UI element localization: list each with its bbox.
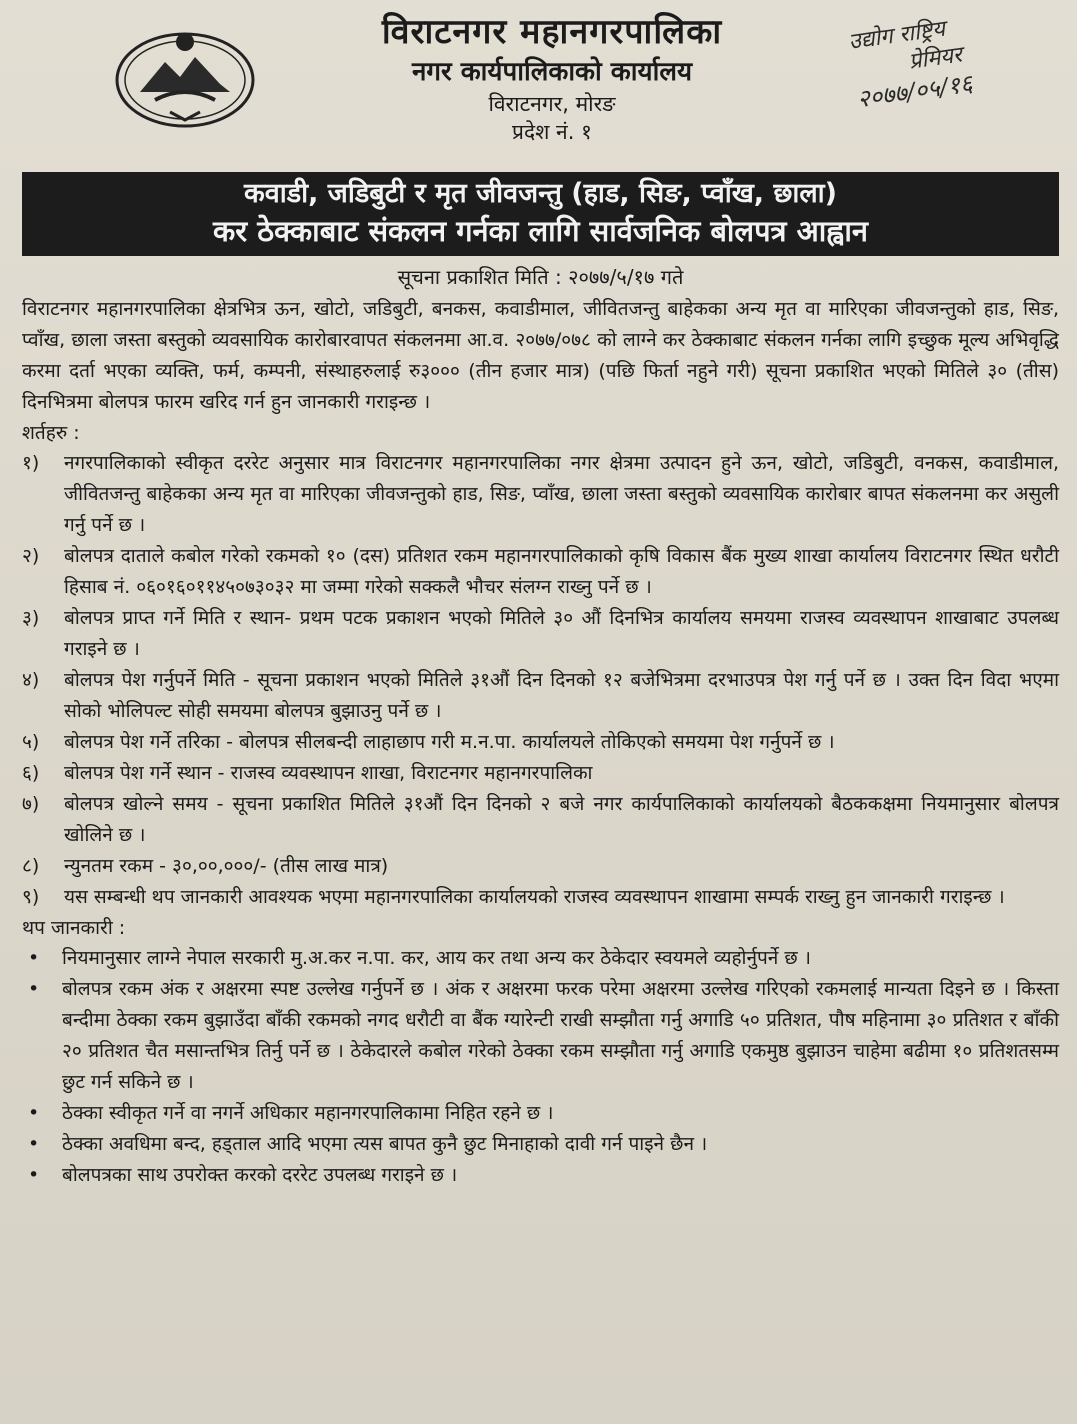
more-info-item bbox=[22, 943, 1059, 974]
organization-name: विराटनगर महानगरपालिका bbox=[381, 12, 723, 52]
condition-number: ५) bbox=[22, 731, 40, 753]
condition-number: ७) bbox=[22, 793, 40, 815]
more-info-item bbox=[22, 1129, 1059, 1160]
condition-number: ६) bbox=[22, 762, 40, 784]
condition-text: न्युनतम रकम - ३०,००,०००/- (तीस लाख मात्र) bbox=[64, 855, 389, 877]
more-info-item bbox=[22, 1098, 1059, 1129]
more-info-item bbox=[22, 1160, 1059, 1191]
condition-text: यस सम्बन्धी थप जानकारी आवश्यक भएमा महानगरपालिका कार्यालयको राजस्व व्यवस्थापन शाखामा सम्पर्क राख्नु हुन जानकारी गराइन्छ । bbox=[64, 886, 1005, 908]
office-name: नगर कार्यपालिकाको कार्यालय bbox=[411, 57, 693, 87]
condition-text: बोलपत्र प्राप्त गर्ने मिति र स्थान- प्रथम पटक प्रकाशन भएको मितिले ३० औं दिनभित्र कार्यालय समयमा राजस्व व्यवस्थापन शाखाबाट उपलब्ध गराइने छ । bbox=[64, 607, 1059, 660]
office-location: विराटनगर, मोरङ bbox=[488, 92, 616, 116]
handwritten-line-2: प्रेमियर bbox=[907, 42, 964, 75]
condition-item bbox=[22, 727, 1059, 758]
condition-item bbox=[22, 758, 1059, 789]
condition-text: बोलपत्र खोल्ने समय - सूचना प्रकाशित मितिले ३१औं दिन दिनको २ बजे नगर कार्यपालिकाको कार्यालयको बैठककक्षमा नियमानुसार बोलपत्र खोलिने छ । bbox=[64, 793, 1059, 846]
condition-item bbox=[22, 541, 1059, 603]
more-info-text: ठेक्का स्वीकृत गर्ने वा नगर्ने अधिकार महानगरपालिकामा निहित रहने छ । bbox=[62, 1102, 554, 1124]
handwritten-line-3: २०७७/०५/१६ bbox=[855, 69, 975, 114]
bullet-icon: • bbox=[28, 1164, 40, 1186]
condition-item bbox=[22, 851, 1059, 882]
condition-item bbox=[22, 603, 1059, 665]
condition-text: बोलपत्र पेश गर्ने तरिका - बोलपत्र सीलबन्दी लाहाछाप गरी म.न.पा. कार्यालयले तोकिएको समयमा पेश गर्नुपर्ने छ । bbox=[64, 731, 835, 753]
notice-title-line-2: कर ठेक्काबाट संकलन गर्नका लागि सार्वजनिक बोलपत्र आह्वान bbox=[213, 214, 868, 248]
condition-text: नगरपालिकाको स्वीकृत दररेट अनुसार मात्र विराटनगर महानगरपालिका नगर क्षेत्रमा उत्पादन हुने ऊन, खोटो, जडिबुटी, वनकस, कवाडीमाल, जीवितजन्तु बाहेकका अन्य मृत वा मारिएका जीवजन्तुको हाड, सिङ, प्वाँख, छाला जस्ता बस्तुको व्यवसायिक कारोबार बापत संकलनमा कर असुली गर्नु पर्ने छ । bbox=[64, 452, 1059, 536]
notice-title-banner bbox=[22, 172, 1059, 256]
bullet-icon: • bbox=[28, 1133, 40, 1155]
handwritten-line-1: उद्योग राष्ट्रिय bbox=[847, 16, 947, 55]
condition-number: ३) bbox=[22, 607, 40, 629]
condition-item bbox=[22, 448, 1059, 541]
bullet-icon: • bbox=[28, 947, 40, 969]
conditions-list bbox=[22, 448, 1059, 913]
condition-number: २) bbox=[22, 545, 40, 567]
notice-title-line-1: कवाडी, जडिबुटी र मृत जीवजन्तु (हाड, सिङ, प्वाँख, छाला) bbox=[243, 178, 838, 209]
more-info-text: बोलपत्रका साथ उपरोक्त करको दररेट उपलब्ध गराइने छ । bbox=[62, 1164, 458, 1186]
condition-number: ८) bbox=[22, 855, 40, 877]
condition-text: बोलपत्र दाताले कबोल गरेको रकमको १० (दस) प्रतिशत रकम महानगरपालिकाको कृषि विकास बैंक मुख्य शाखा कार्यालय विराटनगर स्थित धरौटी हिसाब नं. ०६०१६०११४५०७३०३२ मा जम्मा गरेको सक्कलै भौचर संलग्न राख्नु पर्ने छ । bbox=[64, 545, 1059, 598]
condition-item bbox=[22, 789, 1059, 851]
condition-number: ४) bbox=[22, 669, 40, 691]
header-text bbox=[232, 10, 872, 146]
header bbox=[22, 8, 1059, 158]
province: प्रदेश नं. १ bbox=[512, 120, 592, 144]
more-info-text: बोलपत्र रकम अंक र अक्षरमा स्पष्ट उल्लेख गर्नुपर्ने छ । अंक र अक्षरमा फरक परेमा अक्षरमा उल्लेख गरिएको रकमलाई मान्यता दिइने छ । किस्ता बन्दीमा ठेक्का रकम बुझाउँदा बाँकी रकमको नगद धरौटी वा बैंक ग्यारेन्टी राखी सम्झौता गर्नु अगाडि ५० प्रतिशत, पौष महिनामा ३० प्रतिशत र बाँकी २० प्रतिशत चैत मसान्तभित्र तिर्नु पर्ने छ । ठेकेदारले कबोल गरेको ठेक्का रकम सम्झौता गर्नु अगाडि एकमुष्ठ बुझाउन चाहेमा बढीमा १० प्रतिशतसम्म छुट गर्न सकिने छ । bbox=[62, 978, 1059, 1093]
conditions-title: शर्तहरु : bbox=[22, 422, 80, 444]
condition-number: ९) bbox=[22, 886, 40, 908]
condition-item bbox=[22, 665, 1059, 727]
more-info-list bbox=[22, 943, 1059, 1191]
intro-paragraph: विराटनगर महानगरपालिका क्षेत्रभित्र ऊन, खोटो, जडिबुटी, बनकस, कवाडीमाल, जीवितजन्तु बाहेकका अन्य मृत वा मारिएका जीवजन्तुको हाड, सिङ, प्वाँख, छाला जस्ता बस्तुको व्यवसायिक कारोबारवापत संकलनमा आ.व. २०७७/०७८ को लाग्ने कर ठेक्काबाट संकलन गर्नका लागि इच्छुक मूल्य अभिवृद्धि करमा दर्ता भएका व्यक्ति, फर्म, कम्पनी, संस्थाहरुलाई रु३००० (तीन हजार मात्र) (पछि फिर्ता नहुने गरी) सूचना प्रकाशित भएको मितिले ३० (तीस) दिनभित्रमा बोलपत्र फारम खरिद गर्न हुन जानकारी गराइन्छ । bbox=[22, 298, 1059, 413]
condition-number: १) bbox=[22, 452, 40, 474]
more-info-title: थप जानकारी : bbox=[22, 917, 126, 939]
more-info-text: नियमानुसार लाग्ने नेपाल सरकारी मु.अ.कर न.पा. कर, आय कर तथा अन्य कर ठेकेदार स्वयमले व्यहोर्नुपर्ने छ । bbox=[62, 947, 811, 969]
condition-item bbox=[22, 882, 1059, 913]
bullet-icon: • bbox=[28, 978, 40, 1000]
condition-text: बोलपत्र पेश गर्ने स्थान - राजस्व व्यवस्थापन शाखा, विराटनगर महानगरपालिका bbox=[64, 762, 593, 784]
condition-text: बोलपत्र पेश गर्नुपर्ने मिति - सूचना प्रकाशन भएको मितिले ३१औं दिन दिनको १२ बजेभित्रमा दरभाउपत्र पेश गर्नु पर्ने छ । उक्त दिन विदा भएमा सोको भोलिपल्ट सोही समयमा बोलपत्र बुझाउनु पर्ने छ । bbox=[64, 669, 1059, 722]
bullet-icon: • bbox=[28, 1102, 40, 1124]
publication-date: सूचना प्रकाशित मिति : २०७७/५/१७ गते bbox=[397, 265, 684, 289]
more-info-text: ठेक्का अवधिमा बन्द, हड्ताल आदि भएमा त्यस बापत कुनै छुट मिनाहाको दावी गर्न पाइने छैन । bbox=[62, 1133, 708, 1155]
more-info-item bbox=[22, 974, 1059, 1098]
